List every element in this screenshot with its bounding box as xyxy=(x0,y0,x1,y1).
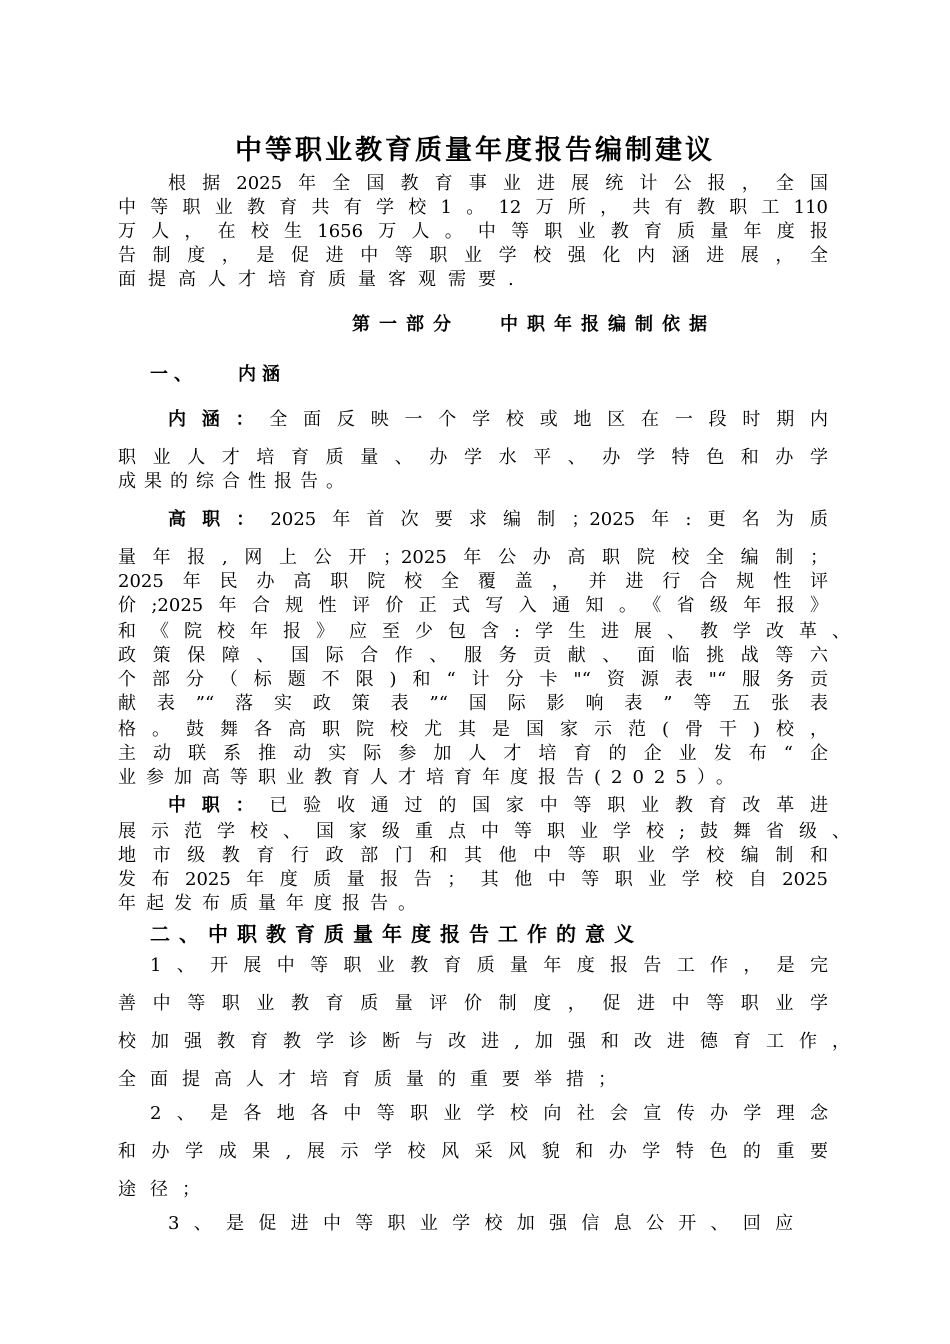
gaozhi-line: 和《院校年报》应至少包含:学生进展、教学改革、 xyxy=(118,621,850,642)
gaozhi-line: 个部分（标题不限)和“计分卡"“资源表"“服务贡 xyxy=(118,669,828,690)
zhongzhi-label: 中职： xyxy=(168,795,270,816)
part-label: 第一部分 xyxy=(352,314,460,335)
gaozhi-line: 政策保障、国际合作、服务贡献、面临挑战等六 xyxy=(118,645,828,666)
document-title: 中等职业教育质量年度报告编制建议 xyxy=(235,135,715,166)
gaozhi-label: 高职： xyxy=(168,509,271,530)
item-line: 和办学成果,展示学校风采风貌和办学特色的重要 xyxy=(118,1141,828,1162)
gaozhi-line: 价;2025年合规性评价正式写入通知。《省级年报》 xyxy=(118,595,828,616)
gaozhi-line: 主动联系推动实际参加人才培育的企业发布“企 xyxy=(118,743,828,764)
part-title: 中职年报编制依据 xyxy=(500,314,716,335)
gaozhi-line: 量年报,网上公开；2025年公办高职院校全编制； xyxy=(118,547,828,568)
item-line: 善中等职业教育质量评价制度，促进中等职业学 xyxy=(118,993,828,1014)
item-line: 全面提高人才培育质量的重要举措； xyxy=(118,1069,630,1090)
section-1-title: 内涵 xyxy=(238,364,286,385)
item-line: 3、是促进中等职业学校加强信息公开、回应 xyxy=(168,1213,808,1234)
neihan-first-line xyxy=(168,408,828,432)
section-heading-1 xyxy=(150,360,286,386)
intro-line: 万人，在校生1656万人。中等职业教育质量年度报 xyxy=(118,221,828,242)
section-1-number: 一、 xyxy=(150,364,198,385)
zhongzhi-line: 地市级教育行政部门和其他中等职业学校编制和 xyxy=(118,845,828,866)
section-heading-2: 二、中职教育质量年度报告工作的意义 xyxy=(150,922,643,946)
intro-line: 中等职业教育共有学校1。12万所，共有教职工110 xyxy=(118,197,828,218)
part-heading xyxy=(352,310,716,336)
neihan-line: 职业人才培育质量、办学水平、办学特色和办学 xyxy=(118,447,828,468)
intro-line: 根据2025年全国教育事业进展统计公报，全国 xyxy=(168,173,828,194)
zhongzhi-first-line xyxy=(168,794,828,818)
item-line: 途径； xyxy=(118,1179,214,1200)
gaozhi-line: 2025年民办高职院校全覆盖，并进行合规性评 xyxy=(118,571,828,592)
intro-line: 告制度，是促进中等职业学校强化内涵进展，全 xyxy=(118,245,828,266)
gaozhi-text: 2025年首次要求编制；2025年:更名为质 xyxy=(270,509,828,530)
neihan-label: 内涵： xyxy=(168,409,270,430)
item-line: 校加强教育教学诊断与改进,加强和改进德育工作， xyxy=(118,1031,850,1052)
zhongzhi-line: 展示范学校、国家级重点中等职业学校;鼓舞省级、 xyxy=(118,821,850,842)
item-line: 2、是各地各中等职业学校向社会宣传办学理念 xyxy=(150,1103,828,1124)
zhongzhi-line: 发布2025年度质量报告；其他中等职业学校自2025 xyxy=(118,869,828,890)
gaozhi-line: 业参加高等职业教育人才培育年度报告(2025）。 xyxy=(118,767,744,788)
zhongzhi-line: 年起发布质量年度报告。 xyxy=(118,893,426,914)
gaozhi-line: 格。鼓舞各高职院校尤其是国家示范(骨干)校， xyxy=(118,719,828,740)
item-line: 1、开展中等职业教育质量年度报告工作，是完 xyxy=(150,955,828,976)
neihan-line: 成果的综合性报告。 xyxy=(118,471,352,492)
intro-line: 面提高人才培育质量客观需要. xyxy=(118,269,526,290)
gaozhi-line: 献表”“落实政策表”“国际影响表”等五张表 xyxy=(118,693,828,714)
neihan-text: 全面反映一个学校或地区在一段时期内 xyxy=(269,409,828,430)
zhongzhi-text: 已验收通过的国家中等职业教育改革进 xyxy=(269,795,828,816)
gaozhi-first-line xyxy=(168,508,828,532)
